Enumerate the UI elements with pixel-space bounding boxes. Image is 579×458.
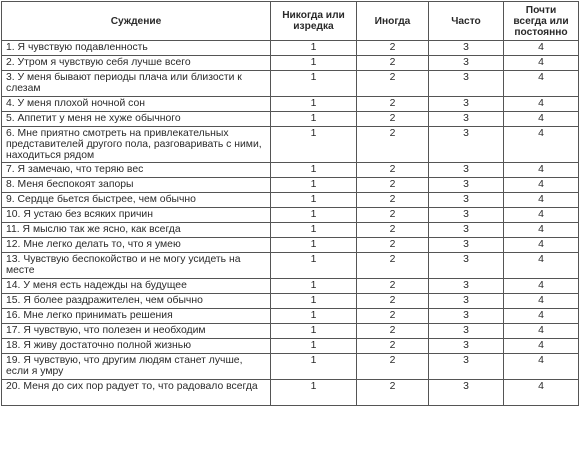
statement-cell: 14. У меня есть надежды на будущее xyxy=(2,279,271,294)
score-cell: 1 xyxy=(271,253,357,279)
header-often: Часто xyxy=(429,2,504,41)
score-cell: 2 xyxy=(357,127,429,163)
statement-cell: 4. У меня плохой ночной сон xyxy=(2,97,271,112)
table-row xyxy=(2,163,579,178)
score-cell: 3 xyxy=(429,279,504,294)
header-row xyxy=(2,2,579,41)
table-row xyxy=(2,279,579,294)
header-statement: Суждение xyxy=(2,2,271,41)
score-cell: 2 xyxy=(357,56,429,71)
statement-cell: 12. Мне легко делать то, что я умею xyxy=(2,238,271,253)
statement-cell: 7. Я замечаю, что теряю вес xyxy=(2,163,271,178)
score-cell: 1 xyxy=(271,294,357,309)
score-cell: 3 xyxy=(429,339,504,354)
score-cell: 1 xyxy=(271,41,357,56)
score-cell: 1 xyxy=(271,163,357,178)
score-cell: 4 xyxy=(504,208,579,223)
score-cell: 3 xyxy=(429,163,504,178)
table-row xyxy=(2,354,579,380)
table-row xyxy=(2,309,579,324)
score-cell: 4 xyxy=(504,324,579,339)
score-cell: 1 xyxy=(271,193,357,208)
score-cell: 4 xyxy=(504,127,579,163)
score-cell: 4 xyxy=(504,41,579,56)
table-row xyxy=(2,294,579,309)
table-row xyxy=(2,112,579,127)
score-cell: 3 xyxy=(429,127,504,163)
score-cell: 4 xyxy=(504,279,579,294)
score-cell: 3 xyxy=(429,56,504,71)
score-cell: 2 xyxy=(357,41,429,56)
score-cell: 1 xyxy=(271,354,357,380)
score-cell: 4 xyxy=(504,294,579,309)
score-cell: 2 xyxy=(357,324,429,339)
header-sometimes: Иногда xyxy=(357,2,429,41)
score-cell: 3 xyxy=(429,178,504,193)
score-cell: 2 xyxy=(357,163,429,178)
table-row xyxy=(2,208,579,223)
statement-cell: 20. Меня до сих пор радует то, что радовало всегда xyxy=(2,380,271,406)
score-cell: 4 xyxy=(504,163,579,178)
score-cell: 1 xyxy=(271,279,357,294)
statement-cell: 1. Я чувствую подавленность xyxy=(2,41,271,56)
depression-scale-table xyxy=(1,1,579,406)
statement-cell: 10. Я устаю без всяких причин xyxy=(2,208,271,223)
statement-cell: 16. Мне легко принимать решения xyxy=(2,309,271,324)
score-cell: 3 xyxy=(429,309,504,324)
score-cell: 4 xyxy=(504,253,579,279)
score-cell: 1 xyxy=(271,178,357,193)
score-cell: 3 xyxy=(429,223,504,238)
table-row xyxy=(2,339,579,354)
table-row xyxy=(2,238,579,253)
score-cell: 1 xyxy=(271,380,357,406)
score-cell: 3 xyxy=(429,112,504,127)
score-cell: 4 xyxy=(504,309,579,324)
table-row xyxy=(2,380,579,406)
statement-cell: 13. Чувствую беспокойство и не могу усидеть на месте xyxy=(2,253,271,279)
statement-cell: 11. Я мыслю так же ясно, как всегда xyxy=(2,223,271,238)
header-always: Почти всегда или постоянно xyxy=(504,2,579,41)
score-cell: 4 xyxy=(504,71,579,97)
score-cell: 1 xyxy=(271,238,357,253)
statement-cell: 5. Аппетит у меня не хуже обычного xyxy=(2,112,271,127)
score-cell: 1 xyxy=(271,324,357,339)
score-cell: 2 xyxy=(357,354,429,380)
score-cell: 2 xyxy=(357,71,429,97)
table-row xyxy=(2,193,579,208)
table-row xyxy=(2,127,579,163)
statement-cell: 15. Я более раздражителен, чем обычно xyxy=(2,294,271,309)
table-row xyxy=(2,56,579,71)
score-cell: 2 xyxy=(357,309,429,324)
score-cell: 1 xyxy=(271,112,357,127)
score-cell: 3 xyxy=(429,193,504,208)
statement-cell: 6. Мне приятно смотреть на привлекательных представителей другого пола, разговаривать с ними, находиться рядом xyxy=(2,127,271,163)
score-cell: 3 xyxy=(429,294,504,309)
score-cell: 2 xyxy=(357,253,429,279)
score-cell: 2 xyxy=(357,193,429,208)
statement-cell: 9. Сердце бьется быстрее, чем обычно xyxy=(2,193,271,208)
table-row xyxy=(2,71,579,97)
score-cell: 3 xyxy=(429,208,504,223)
score-cell: 2 xyxy=(357,238,429,253)
score-cell: 4 xyxy=(504,380,579,406)
score-cell: 3 xyxy=(429,354,504,380)
score-cell: 2 xyxy=(357,223,429,238)
statement-cell: 2. Утром я чувствую себя лучше всего xyxy=(2,56,271,71)
score-cell: 3 xyxy=(429,41,504,56)
statement-cell: 18. Я живу достаточно полной жизнью xyxy=(2,339,271,354)
table-row xyxy=(2,41,579,56)
header-never: Никогда или изредка xyxy=(271,2,357,41)
score-cell: 1 xyxy=(271,127,357,163)
table-row xyxy=(2,253,579,279)
table-row xyxy=(2,97,579,112)
score-cell: 4 xyxy=(504,178,579,193)
score-cell: 4 xyxy=(504,193,579,208)
table-row xyxy=(2,178,579,193)
score-cell: 4 xyxy=(504,354,579,380)
score-cell: 1 xyxy=(271,56,357,71)
statement-cell: 17. Я чувствую, что полезен и необходим xyxy=(2,324,271,339)
score-cell: 2 xyxy=(357,97,429,112)
score-cell: 3 xyxy=(429,380,504,406)
score-cell: 4 xyxy=(504,97,579,112)
score-cell: 4 xyxy=(504,223,579,238)
score-cell: 2 xyxy=(357,178,429,193)
score-cell: 4 xyxy=(504,339,579,354)
score-cell: 2 xyxy=(357,279,429,294)
score-cell: 1 xyxy=(271,97,357,112)
score-cell: 3 xyxy=(429,238,504,253)
score-cell: 1 xyxy=(271,339,357,354)
score-cell: 1 xyxy=(271,223,357,238)
score-cell: 2 xyxy=(357,112,429,127)
score-cell: 2 xyxy=(357,380,429,406)
score-cell: 2 xyxy=(357,339,429,354)
score-cell: 3 xyxy=(429,97,504,112)
score-cell: 1 xyxy=(271,208,357,223)
score-cell: 4 xyxy=(504,238,579,253)
score-cell: 1 xyxy=(271,309,357,324)
statement-cell: 19. Я чувствую, что другим людям станет лучше, если я умру xyxy=(2,354,271,380)
score-cell: 4 xyxy=(504,56,579,71)
statement-cell: 8. Меня беспокоят запоры xyxy=(2,178,271,193)
score-cell: 2 xyxy=(357,208,429,223)
score-cell: 2 xyxy=(357,294,429,309)
table-row xyxy=(2,324,579,339)
score-cell: 1 xyxy=(271,71,357,97)
statement-cell: 3. У меня бывают периоды плача или близости к слезам xyxy=(2,71,271,97)
table-row xyxy=(2,223,579,238)
score-cell: 3 xyxy=(429,324,504,339)
score-cell: 3 xyxy=(429,71,504,97)
score-cell: 3 xyxy=(429,253,504,279)
score-cell: 4 xyxy=(504,112,579,127)
